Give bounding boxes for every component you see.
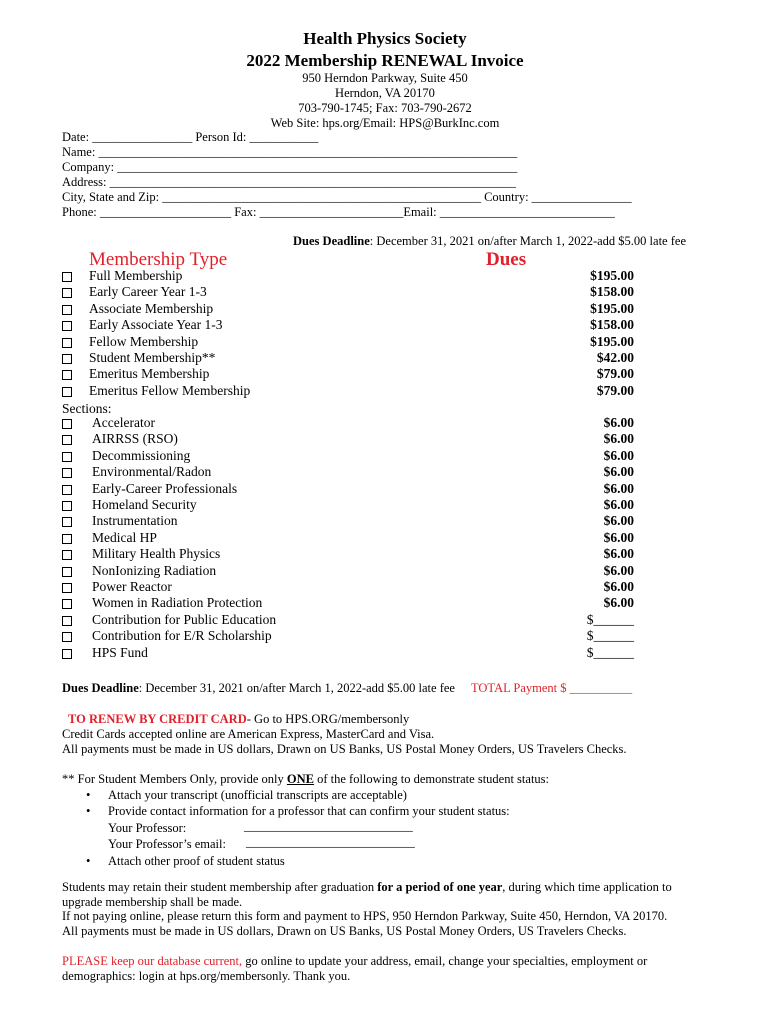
student-intro-one: ONE bbox=[286, 772, 314, 786]
dues-deadline-top bbox=[293, 234, 686, 249]
checkbox[interactable] bbox=[62, 272, 72, 282]
student-intro-text: ** For Student Members Only, provide only bbox=[62, 772, 287, 786]
section-price[interactable]: $______ bbox=[586, 644, 634, 660]
total-payment-field[interactable]: TOTAL Payment $ __________ bbox=[471, 681, 633, 695]
checkbox[interactable] bbox=[62, 501, 72, 511]
dues-deadline-bottom bbox=[62, 681, 455, 696]
checkbox[interactable] bbox=[62, 649, 72, 659]
checkbox[interactable] bbox=[62, 550, 72, 560]
section-price: $6.00 bbox=[603, 562, 634, 578]
membership-label: Emeritus Membership bbox=[89, 366, 210, 382]
checkbox[interactable] bbox=[62, 468, 72, 478]
database-notice-line-2: demographics: login at hps.org/membersonly. Thank you. bbox=[62, 969, 351, 983]
checkbox[interactable] bbox=[62, 616, 72, 626]
professor-label: Your Professor: bbox=[108, 821, 187, 835]
payment-terms: All payments must be made in US dollars, Drawn on US Banks, US Postal Money Orders, US Travelers Checks. bbox=[62, 742, 627, 756]
section-price[interactable]: $______ bbox=[586, 628, 634, 644]
retain-membership-line-2: upgrade membership shall be made. bbox=[62, 895, 243, 909]
phone-line: 703-790-1745; Fax: 703-790-2672 bbox=[298, 101, 472, 115]
section-label: Medical HP bbox=[92, 529, 157, 545]
student-intro bbox=[62, 772, 549, 787]
membership-type-heading: Membership Type bbox=[89, 249, 228, 270]
membership-label: Student Membership** bbox=[89, 350, 216, 365]
section-label: AIRRSS (RSO) bbox=[92, 431, 178, 447]
retain-rest: , during which time application to bbox=[502, 880, 672, 894]
student-options bbox=[62, 787, 702, 820]
section-price: $6.00 bbox=[603, 579, 634, 594]
checkbox[interactable] bbox=[62, 370, 72, 380]
credit-card-line bbox=[68, 712, 409, 727]
section-label: Decommissioning bbox=[92, 447, 191, 463]
checkbox[interactable] bbox=[62, 583, 72, 593]
professor-email-label: Your Professor’s email: bbox=[108, 837, 226, 851]
payment-terms-footer: All payments must be made in US dollars, Drawn on US Banks, US Postal Money Orders, US Travelers Checks. bbox=[62, 924, 627, 938]
org-name: Health Physics Society bbox=[303, 29, 467, 48]
database-notice bbox=[62, 954, 647, 969]
section-price[interactable]: $______ bbox=[586, 611, 634, 627]
city-state-zip-field[interactable]: City, State and Zip: ___________________________________________________ Country: ________________ bbox=[62, 190, 632, 204]
section-price: $6.00 bbox=[603, 595, 634, 611]
web-line: Web Site: hps.org/Email: HPS@BurkInc.com bbox=[270, 116, 500, 130]
database-notice-red: PLEASE keep our database current, bbox=[62, 954, 243, 968]
section-price: $6.00 bbox=[603, 497, 634, 512]
professor-field[interactable]: ___________________________ bbox=[244, 819, 413, 833]
membership-price: $79.00 bbox=[596, 366, 634, 382]
section-label: Accelerator bbox=[92, 415, 155, 430]
membership-price: $195.00 bbox=[590, 268, 634, 283]
student-option-professor: • Provide contact information for a professor that can confirm your student status: bbox=[62, 803, 702, 819]
membership-label: Full Membership bbox=[89, 268, 183, 283]
retain-text: Students may retain their student membership after graduation bbox=[62, 880, 378, 894]
retain-membership-line bbox=[62, 880, 722, 895]
section-price: $6.00 bbox=[603, 431, 634, 447]
sections-label: Sections: bbox=[62, 401, 112, 416]
checkbox[interactable] bbox=[62, 599, 72, 609]
credit-card-label: TO RENEW BY CREDIT CARD bbox=[68, 712, 247, 726]
database-notice-rest: go online to update your address, email, change your specialties, employment or bbox=[242, 954, 648, 968]
credit-card-text: - Go to HPS.ORG/membersonly bbox=[246, 712, 410, 726]
membership-price: $195.00 bbox=[590, 300, 634, 316]
membership-price: $158.00 bbox=[590, 317, 634, 333]
section-price: $6.00 bbox=[603, 415, 634, 430]
professor-email-field[interactable]: ___________________________ bbox=[246, 835, 415, 849]
phone-fax-email-field[interactable]: Phone: _____________________ Fax: _______________________Email: ____________________________ bbox=[62, 205, 615, 219]
student-option-other: • Attach other proof of student status bbox=[62, 853, 702, 869]
membership-label: Associate Membership bbox=[89, 300, 214, 316]
dues-deadline-label: Dues Deadline bbox=[293, 234, 370, 248]
checkbox[interactable] bbox=[62, 632, 72, 642]
dues-deadline-bottom-label: Dues Deadline bbox=[62, 681, 139, 695]
mail-payment-line: If not paying online, please return this form and payment to HPS, 950 Herndon Parkway, Suite 450, Herndon, VA 20170. bbox=[62, 909, 668, 923]
section-price: $6.00 bbox=[603, 464, 634, 480]
membership-price: $158.00 bbox=[590, 284, 634, 300]
checkbox[interactable] bbox=[62, 338, 72, 348]
section-label: Military Health Physics bbox=[92, 546, 221, 562]
name-field[interactable]: Name: ___________________________________________________________________ bbox=[62, 145, 518, 159]
checkbox[interactable] bbox=[62, 567, 72, 577]
membership-price: $195.00 bbox=[590, 333, 634, 349]
company-field[interactable]: Company: ________________________________________________________________ bbox=[62, 160, 518, 174]
retain-period: for a period of one year bbox=[377, 880, 503, 894]
checkbox[interactable] bbox=[62, 387, 72, 397]
section-price: $6.00 bbox=[603, 546, 634, 562]
section-label: Early-Career Professionals bbox=[92, 480, 238, 496]
section-price: $6.00 bbox=[603, 529, 634, 545]
checkbox[interactable] bbox=[62, 534, 72, 544]
section-price: $6.00 bbox=[603, 447, 634, 463]
membership-price: $79.00 bbox=[596, 382, 634, 398]
address-line-1: 950 Herndon Parkway, Suite 450 bbox=[302, 71, 468, 85]
membership-label: Early Associate Year 1-3 bbox=[89, 317, 223, 333]
dues-deadline-text: : December 31, 2021 on/after March 1, 2022-add $5.00 late fee bbox=[369, 234, 686, 248]
checkbox[interactable] bbox=[62, 288, 72, 298]
section-price: $6.00 bbox=[603, 480, 634, 496]
checkbox[interactable] bbox=[62, 435, 72, 445]
dues-deadline-bottom-text: : December 31, 2021 on/after March 1, 2022-add $5.00 late fee bbox=[138, 681, 455, 695]
checkbox[interactable] bbox=[62, 485, 72, 495]
checkbox[interactable] bbox=[62, 452, 72, 462]
section-label: Homeland Security bbox=[92, 497, 197, 512]
address-field[interactable]: Address: _________________________________________________________________ bbox=[62, 175, 516, 189]
checkbox[interactable] bbox=[62, 517, 72, 527]
checkbox[interactable] bbox=[62, 321, 72, 331]
section-label: Power Reactor bbox=[92, 579, 172, 594]
membership-label: Emeritus Fellow Membership bbox=[89, 382, 251, 398]
section-label: NonIonizing Radiation bbox=[92, 562, 217, 578]
section-label: HPS Fund bbox=[92, 644, 148, 660]
section-price: $6.00 bbox=[603, 513, 634, 529]
membership-price: $42.00 bbox=[596, 350, 634, 365]
student-options-2 bbox=[62, 853, 702, 869]
membership-label: Early Career Year 1-3 bbox=[89, 284, 207, 300]
checkbox[interactable] bbox=[62, 354, 72, 364]
invoice-title: 2022 Membership RENEWAL Invoice bbox=[246, 51, 524, 70]
cards-accepted: Credit Cards accepted online are American Express, MasterCard and Visa. bbox=[62, 727, 435, 741]
membership-label: Fellow Membership bbox=[89, 333, 199, 349]
date-field[interactable]: Date: ________________ Person Id: ___________ bbox=[62, 130, 319, 144]
student-intro-rest: of the following to demonstrate student status: bbox=[313, 772, 550, 786]
address-line-2: Herndon, VA 20170 bbox=[335, 86, 435, 100]
student-option-transcript: • Attach your transcript (unofficial transcripts are acceptable) bbox=[62, 787, 702, 803]
section-label: Instrumentation bbox=[92, 513, 178, 529]
section-label: Contribution for Public Education bbox=[92, 611, 277, 627]
checkbox[interactable] bbox=[62, 305, 72, 315]
dues-heading: Dues bbox=[486, 249, 527, 270]
section-label: Contribution for E/R Scholarship bbox=[92, 628, 272, 644]
section-label: Environmental/Radon bbox=[92, 464, 212, 480]
section-label: Women in Radiation Protection bbox=[92, 595, 263, 611]
checkbox[interactable] bbox=[62, 419, 72, 429]
